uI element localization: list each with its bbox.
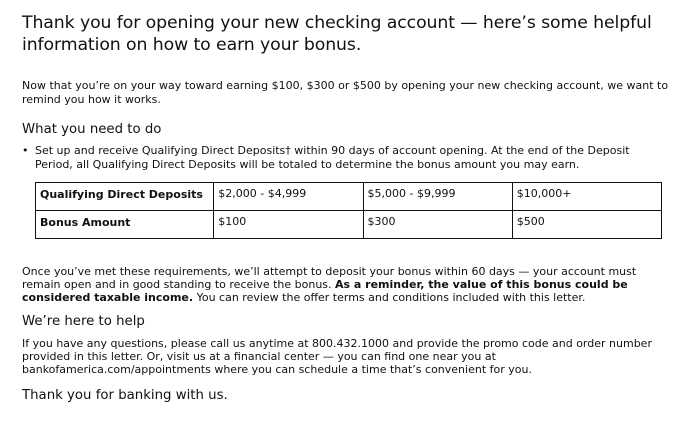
table-cell: $100: [214, 211, 363, 239]
table-cell: $2,000 - $4,999: [214, 183, 363, 211]
table-cell: $300: [363, 211, 512, 239]
requirements-paragraph: [22, 265, 670, 304]
table-row-header: Qualifying Direct Deposits: [36, 183, 214, 211]
table-cell: $5,000 - $9,999: [363, 183, 512, 211]
tax-reminder: As a reminder, the value of this bonus could be considered taxable income.: [22, 278, 628, 304]
table-cell: $500: [512, 211, 661, 239]
section-heading-help: We’re here to help: [22, 314, 145, 329]
table-row-header: Bonus Amount: [36, 211, 214, 239]
help-paragraph: If you have any questions, please call us anytime at 800.432.1000 and provide the promo code and order number provided in this letter. Or, visit us at a financial center — you can find one near you at bankofamerica.com/appointments where you can schedule a time that’s convenient for you.: [22, 337, 652, 376]
table-row: [36, 183, 662, 211]
table-row: [36, 211, 662, 239]
page-title: Thank you for opening your new checking account — here’s some helpful information on how to earn your bonus.: [22, 13, 652, 55]
list-item-text: Set up and receive Qualifying Direct Deposits† within 90 days of account opening. At the end of the Deposit Period, all Qualifying Direct Deposits will be totaled to determine the bonus amount you may earn.: [35, 144, 630, 171]
intro-paragraph: Now that you’re on your way toward earning $100, $300 or $500 by opening your new checking account, we want to remind you how it works.: [22, 79, 669, 106]
list-item: [22, 144, 670, 172]
sign-off: Thank you for banking with us.: [22, 388, 228, 403]
bullet-icon: •: [22, 144, 29, 157]
requirements-list: [22, 144, 670, 172]
table-cell: $10,000+: [512, 183, 661, 211]
section-heading-what-you-need: What you need to do: [22, 122, 162, 137]
terms-text: You can review the offer terms and conditions included with this letter.: [193, 291, 586, 304]
bonus-table: [35, 182, 662, 239]
letter-body: [22, 12, 670, 404]
requirements-text: Once you’ve met these requirements, we’ll attempt to deposit your bonus within 60 days — your account must remain open and in good standing to receive the bonus.: [22, 265, 637, 291]
